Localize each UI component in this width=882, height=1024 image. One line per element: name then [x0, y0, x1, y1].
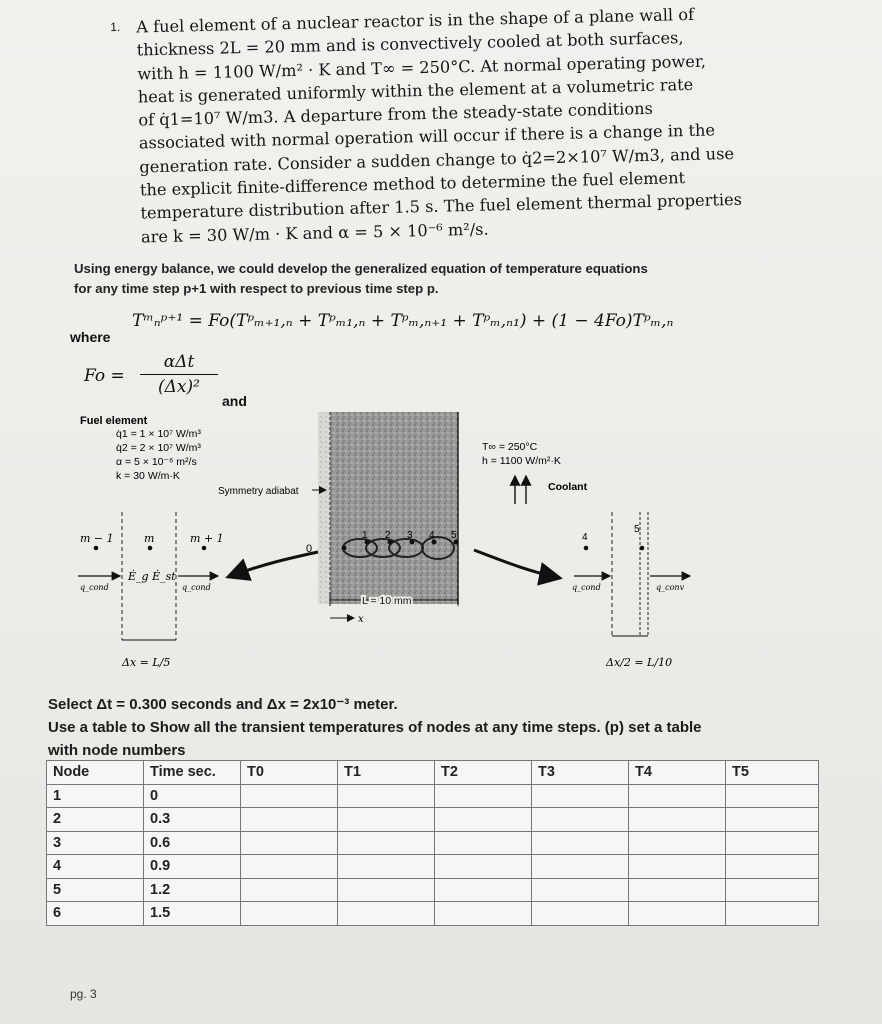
temp-cell[interactable]	[241, 855, 338, 879]
instruction-line: Use a table to Show all the transient temperatures of nodes at any time steps. (p) set a table	[48, 719, 702, 736]
table-row	[47, 831, 819, 855]
problem-line: temperature distribution after 1.5 s. The fuel element thermal properties	[140, 190, 743, 223]
x-axis-label: x	[358, 614, 364, 625]
temp-cell[interactable]	[532, 878, 629, 902]
node-label-4: 4	[429, 530, 435, 541]
adiabat-strip	[318, 412, 330, 604]
time-cell: 1.2	[144, 878, 241, 902]
node-label-5: 5	[451, 530, 457, 541]
prop-alpha: α = 5 × 10⁻⁶ m²/s	[116, 456, 197, 468]
temp-cell[interactable]	[435, 784, 532, 808]
temp-cell[interactable]	[338, 808, 435, 832]
temperature-table	[46, 760, 819, 926]
problem-number: 1.	[110, 19, 121, 35]
temp-cell[interactable]	[726, 855, 819, 879]
q-conv-surface: q_conv	[656, 583, 685, 592]
energy-line: for any time step p+1 with respect to previous time step p.	[74, 281, 439, 296]
temp-cell[interactable]	[241, 902, 338, 926]
problem-line: thickness 2L = 20 mm and is convectively cooled at both surfaces,	[136, 28, 684, 60]
temp-cell[interactable]	[435, 878, 532, 902]
temp-cell[interactable]	[629, 878, 726, 902]
table-row	[47, 902, 819, 926]
col-time: Time sec.	[144, 761, 241, 785]
node-cell: 3	[47, 831, 144, 855]
temp-cell[interactable]	[532, 902, 629, 926]
instruction-line: Select Δt = 0.300 seconds and Δx = 2x10⁻³ meter.	[48, 696, 398, 713]
energy-balance-text	[74, 259, 814, 299]
temp-cell[interactable]	[338, 878, 435, 902]
half-dx-label: Δx/2 = L/10	[606, 656, 673, 669]
energy-gen-store: Ė_g Ė_st	[128, 570, 176, 583]
temp-cell[interactable]	[532, 831, 629, 855]
temp-cell[interactable]	[241, 784, 338, 808]
symmetry-label: Symmetry adiabat	[218, 486, 299, 497]
problem-line: A fuel element of a nuclear reactor is in the shape of a plane wall of	[136, 4, 695, 37]
col-t2: T2	[435, 761, 532, 785]
energy-line: Using energy balance, we could develop the generalized equation of temperature equations	[74, 261, 648, 276]
temp-cell[interactable]	[241, 878, 338, 902]
table-row	[47, 784, 819, 808]
coolant-label: Coolant	[548, 481, 588, 493]
label-m: m	[144, 532, 155, 545]
surface-node-schematic	[574, 512, 690, 636]
problem-line: heat is generated uniformly within the element at a volumetric rate	[137, 74, 694, 107]
temp-cell[interactable]	[629, 808, 726, 832]
label-m-minus: m − 1	[80, 532, 114, 545]
problem-statement	[110, 1, 801, 249]
prop-k: k = 30 W/m·K	[116, 470, 180, 482]
problem-line: associated with normal operation will occur if there is a change in the	[138, 120, 716, 153]
zoom-arrow-left	[228, 552, 318, 577]
temp-cell[interactable]	[241, 808, 338, 832]
node5-label: 5	[634, 524, 640, 535]
time-cell: 0.9	[144, 855, 241, 879]
fuel-wall	[330, 412, 458, 604]
fraction-bar	[140, 374, 218, 375]
time-cell: 0.3	[144, 808, 241, 832]
q-cond-left: q_cond	[80, 583, 109, 592]
temp-cell[interactable]	[338, 902, 435, 926]
node-label-1: 1	[362, 530, 368, 541]
problem-line: of q̇1=10⁷ W/m3. A departure from the steady-state conditions	[138, 99, 654, 130]
col-t3: T3	[532, 761, 629, 785]
col-t5: T5	[726, 761, 819, 785]
col-t0: T0	[241, 761, 338, 785]
temp-cell[interactable]	[435, 808, 532, 832]
diagram-svg	[0, 400, 882, 690]
and-label: and	[222, 393, 247, 409]
fo-numerator: αΔt	[163, 352, 195, 372]
temp-cell[interactable]	[435, 831, 532, 855]
temp-cell[interactable]	[532, 784, 629, 808]
col-t1: T1	[338, 761, 435, 785]
temp-cell[interactable]	[726, 808, 819, 832]
page-number: pg. 3	[70, 987, 97, 1001]
problem-line: are k = 30 W/m · K and α = 5 × 10⁻⁶ m²/s.	[140, 219, 489, 247]
temp-cell[interactable]	[629, 902, 726, 926]
temp-cell[interactable]	[629, 855, 726, 879]
temp-cell[interactable]	[241, 831, 338, 855]
temp-cell[interactable]	[532, 855, 629, 879]
temp-cell[interactable]	[435, 855, 532, 879]
problem-line: generation rate. Consider a sudden change to q̇2=2×10⁷ W/m3, and use	[139, 143, 735, 177]
temp-cell[interactable]	[726, 784, 819, 808]
col-node: Node	[47, 761, 144, 785]
col-t4: T4	[629, 761, 726, 785]
node-label-2: 2	[385, 530, 391, 541]
temp-cell[interactable]	[629, 831, 726, 855]
label-m-plus: m + 1	[190, 532, 224, 545]
temp-cell[interactable]	[726, 831, 819, 855]
fo-label: Fo =	[84, 366, 125, 386]
temp-cell[interactable]	[338, 855, 435, 879]
node-cell: 2	[47, 808, 144, 832]
node-cell: 4	[47, 855, 144, 879]
temp-cell[interactable]	[532, 808, 629, 832]
table-row	[47, 808, 819, 832]
zoom-arrow-right	[474, 550, 560, 578]
q-cond-right: q_cond	[182, 583, 211, 592]
fo-denominator: (Δx)²	[158, 377, 200, 397]
node-cell: 6	[47, 902, 144, 926]
temp-cell[interactable]	[726, 878, 819, 902]
node-cell: 1	[47, 784, 144, 808]
q-cond-surface: q_cond	[572, 583, 601, 592]
table-header-row	[47, 761, 819, 785]
h-label: h = 1100 W/m²·K	[482, 455, 561, 467]
temp-cell[interactable]	[629, 784, 726, 808]
problem-line: the explicit finite-difference method to determine the fuel element	[139, 168, 686, 200]
time-cell: 0	[144, 784, 241, 808]
table-row	[47, 878, 819, 902]
dx-label: Δx = L/5	[122, 656, 171, 669]
time-cell: 0.6	[144, 831, 241, 855]
instruction-line: with node numbers	[48, 742, 186, 759]
t-inf-label: T∞ = 250°C	[482, 441, 538, 453]
prop-q2: q̇2 = 2 × 10⁷ W/m³	[116, 442, 201, 454]
where-label: where	[70, 329, 111, 345]
temp-cell[interactable]	[338, 831, 435, 855]
time-cell: 1.5	[144, 902, 241, 926]
problem-line: with h = 1100 W/m² · K and T∞ = 250°C. At normal operating power,	[137, 51, 707, 84]
node-label-0: 0	[306, 543, 313, 555]
table-row	[47, 855, 819, 879]
prop-q1: q̇1 = 1 × 10⁷ W/m³	[116, 428, 201, 440]
node4-label: 4	[582, 532, 588, 543]
instructions	[48, 693, 828, 762]
temp-cell[interactable]	[338, 784, 435, 808]
temp-cell[interactable]	[726, 902, 819, 926]
temp-cell[interactable]	[435, 902, 532, 926]
node-label-3: 3	[407, 530, 413, 541]
fuel-element-diagram	[0, 400, 882, 690]
finite-difference-equation: Tᵐₙᵖ⁺¹ = Fo(Tᵖₘ₊₁,ₙ + Tᵖₘ₁,ₙ + Tᵖₘ,ₙ₊₁ + Tᵖₘ,ₙ₁) + (1 − 4Fo)Tᵖₘ,ₙ	[132, 311, 674, 331]
fuel-title: Fuel element	[80, 415, 148, 427]
node-cell: 5	[47, 878, 144, 902]
length-label: L = 10 mm	[362, 595, 412, 607]
